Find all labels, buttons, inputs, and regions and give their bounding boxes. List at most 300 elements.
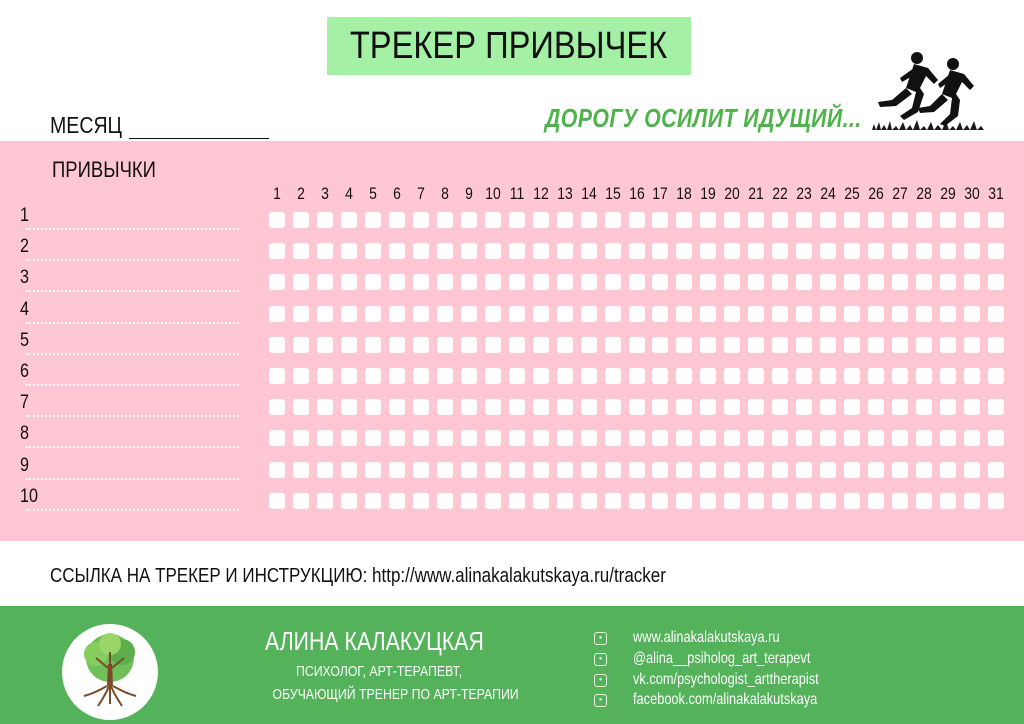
habit-checkbox[interactable] [509,306,525,322]
habit-checkbox[interactable] [676,243,692,259]
habit-checkbox[interactable] [461,462,477,478]
habit-checkbox[interactable] [269,243,285,259]
habit-checkbox[interactable] [581,399,597,415]
habit-checkbox[interactable] [365,337,381,353]
habit-checkbox[interactable] [772,368,788,384]
habit-checkbox[interactable] [892,243,908,259]
habit-checkbox[interactable] [269,306,285,322]
habit-checkbox[interactable] [581,243,597,259]
habit-checkbox[interactable] [557,399,573,415]
habit-checkbox[interactable] [892,462,908,478]
habit-checkbox[interactable] [557,462,573,478]
habit-checkbox[interactable] [892,212,908,228]
habit-checkbox[interactable] [629,306,645,322]
habit-checkbox[interactable] [485,212,501,228]
habit-checkbox[interactable] [317,462,333,478]
habit-checkbox[interactable] [892,430,908,446]
habit-checkbox[interactable] [461,306,477,322]
habit-checkbox[interactable] [652,493,668,509]
habit-checkbox[interactable] [605,337,621,353]
habit-checkbox[interactable] [605,462,621,478]
contact-item[interactable] [594,629,816,647]
habit-checkbox[interactable] [629,212,645,228]
habit-checkbox[interactable] [844,212,860,228]
habit-checkbox[interactable] [748,368,764,384]
habit-checkbox[interactable] [269,274,285,290]
habit-checkbox[interactable] [629,493,645,509]
habit-checkbox[interactable] [605,212,621,228]
habit-checkbox[interactable] [700,212,716,228]
habit-checkbox[interactable] [748,430,764,446]
habit-checkbox[interactable] [365,243,381,259]
habit-checkbox[interactable] [820,306,836,322]
habit-checkbox[interactable] [461,368,477,384]
habit-checkbox[interactable] [796,462,812,478]
habit-checkbox[interactable] [293,462,309,478]
habit-checkbox[interactable] [509,212,525,228]
habit-checkbox[interactable] [461,493,477,509]
habit-checkbox[interactable] [892,274,908,290]
habit-checkbox[interactable] [676,368,692,384]
habit-checkbox[interactable] [844,399,860,415]
habit-checkbox[interactable] [509,462,525,478]
habit-checkbox[interactable] [964,493,980,509]
habit-checkbox[interactable] [892,306,908,322]
habit-checkbox[interactable] [868,462,884,478]
habit-checkbox[interactable] [748,462,764,478]
habit-checkbox[interactable] [581,306,597,322]
habit-checkbox[interactable] [868,306,884,322]
habit-checkbox[interactable] [413,399,429,415]
habit-checkbox[interactable] [748,274,764,290]
habit-checkbox[interactable] [269,462,285,478]
habit-checkbox[interactable] [605,493,621,509]
habit-checkbox[interactable] [293,243,309,259]
habit-checkbox[interactable] [700,493,716,509]
habit-checkbox[interactable] [437,243,453,259]
habit-checkbox[interactable] [365,306,381,322]
habit-checkbox[interactable] [724,243,740,259]
habit-checkbox[interactable] [557,274,573,290]
habit-checkbox[interactable] [916,368,932,384]
habit-checkbox[interactable] [940,430,956,446]
habit-checkbox[interactable] [772,306,788,322]
contact-item[interactable] [594,691,863,709]
habit-checkbox[interactable] [820,243,836,259]
habit-checkbox[interactable] [844,430,860,446]
habit-checkbox[interactable] [964,274,980,290]
habit-checkbox[interactable] [485,243,501,259]
habit-checkbox[interactable] [317,306,333,322]
habit-checkbox[interactable] [365,399,381,415]
habit-checkbox[interactable] [892,337,908,353]
habit-checkbox[interactable] [341,399,357,415]
habit-checkbox[interactable] [772,399,788,415]
habit-checkbox[interactable] [629,462,645,478]
habit-checkbox[interactable] [988,337,1004,353]
habit-checkbox[interactable] [868,493,884,509]
habit-checkbox[interactable] [772,243,788,259]
month-input-line[interactable] [129,117,269,139]
habit-checkbox[interactable] [676,274,692,290]
habit-checkbox[interactable] [652,306,668,322]
habit-checkbox[interactable] [605,399,621,415]
habit-checkbox[interactable] [437,337,453,353]
habit-checkbox[interactable] [676,306,692,322]
habit-checkbox[interactable] [964,243,980,259]
habit-checkbox[interactable] [940,493,956,509]
habit-checkbox[interactable] [437,430,453,446]
habit-checkbox[interactable] [916,493,932,509]
habit-checkbox[interactable] [269,493,285,509]
habit-checkbox[interactable] [988,493,1004,509]
habit-checkbox[interactable] [796,243,812,259]
habit-checkbox[interactable] [844,243,860,259]
habit-checkbox[interactable] [581,493,597,509]
habit-checkbox[interactable] [461,430,477,446]
habit-checkbox[interactable] [389,462,405,478]
habit-checkbox[interactable] [605,243,621,259]
habit-checkbox[interactable] [676,493,692,509]
habit-checkbox[interactable] [293,337,309,353]
habit-checkbox[interactable] [485,399,501,415]
habit-name-line[interactable] [26,353,239,355]
habit-checkbox[interactable] [796,274,812,290]
habit-checkbox[interactable] [605,368,621,384]
habit-checkbox[interactable] [293,493,309,509]
habit-checkbox[interactable] [341,243,357,259]
habit-checkbox[interactable] [317,368,333,384]
habit-checkbox[interactable] [916,337,932,353]
habit-checkbox[interactable] [964,399,980,415]
habit-checkbox[interactable] [844,306,860,322]
habit-checkbox[interactable] [796,212,812,228]
habit-checkbox[interactable] [940,462,956,478]
habit-checkbox[interactable] [892,368,908,384]
habit-checkbox[interactable] [988,368,1004,384]
habit-checkbox[interactable] [365,493,381,509]
habit-name-line[interactable] [26,509,239,511]
habit-checkbox[interactable] [940,274,956,290]
habit-name-line[interactable] [26,415,239,417]
habit-name-line[interactable] [26,446,239,448]
habit-checkbox[interactable] [413,430,429,446]
habit-checkbox[interactable] [341,212,357,228]
habit-checkbox[interactable] [676,212,692,228]
habit-checkbox[interactable] [485,337,501,353]
habit-checkbox[interactable] [557,493,573,509]
habit-checkbox[interactable] [365,462,381,478]
habit-checkbox[interactable] [629,243,645,259]
habit-checkbox[interactable] [988,462,1004,478]
habit-checkbox[interactable] [413,274,429,290]
habit-checkbox[interactable] [317,337,333,353]
habit-checkbox[interactable] [868,337,884,353]
habit-checkbox[interactable] [365,368,381,384]
habit-checkbox[interactable] [317,430,333,446]
habit-checkbox[interactable] [629,274,645,290]
habit-checkbox[interactable] [293,430,309,446]
habit-checkbox[interactable] [629,399,645,415]
habit-checkbox[interactable] [485,462,501,478]
habit-checkbox[interactable] [916,212,932,228]
habit-checkbox[interactable] [485,274,501,290]
habit-checkbox[interactable] [964,337,980,353]
habit-checkbox[interactable] [533,337,549,353]
habit-checkbox[interactable] [365,212,381,228]
habit-checkbox[interactable] [509,243,525,259]
habit-checkbox[interactable] [820,430,836,446]
habit-checkbox[interactable] [820,368,836,384]
habit-checkbox[interactable] [820,493,836,509]
habit-checkbox[interactable] [916,243,932,259]
contact-item[interactable] [594,671,865,689]
habit-checkbox[interactable] [700,368,716,384]
habit-checkbox[interactable] [293,212,309,228]
habit-checkbox[interactable] [413,462,429,478]
habit-checkbox[interactable] [509,430,525,446]
habit-checkbox[interactable] [892,399,908,415]
habit-checkbox[interactable] [892,493,908,509]
habit-checkbox[interactable] [748,399,764,415]
habit-checkbox[interactable] [940,368,956,384]
habit-checkbox[interactable] [700,274,716,290]
habit-checkbox[interactable] [772,274,788,290]
habit-checkbox[interactable] [772,493,788,509]
habit-checkbox[interactable] [389,368,405,384]
habit-checkbox[interactable] [509,399,525,415]
habit-checkbox[interactable] [676,462,692,478]
habit-checkbox[interactable] [341,368,357,384]
habit-checkbox[interactable] [269,337,285,353]
habit-checkbox[interactable] [341,274,357,290]
habit-checkbox[interactable] [485,306,501,322]
habit-checkbox[interactable] [916,274,932,290]
habit-checkbox[interactable] [796,430,812,446]
habit-checkbox[interactable] [940,337,956,353]
habit-checkbox[interactable] [820,399,836,415]
habit-checkbox[interactable] [629,368,645,384]
habit-checkbox[interactable] [748,243,764,259]
habit-checkbox[interactable] [605,274,621,290]
habit-checkbox[interactable] [844,274,860,290]
habit-checkbox[interactable] [413,368,429,384]
habit-checkbox[interactable] [413,493,429,509]
habit-checkbox[interactable] [557,430,573,446]
habit-checkbox[interactable] [389,493,405,509]
habit-checkbox[interactable] [461,274,477,290]
habit-checkbox[interactable] [509,337,525,353]
habit-checkbox[interactable] [844,462,860,478]
habit-checkbox[interactable] [772,462,788,478]
habit-checkbox[interactable] [437,274,453,290]
habit-checkbox[interactable] [317,399,333,415]
habit-checkbox[interactable] [772,212,788,228]
habit-checkbox[interactable] [389,274,405,290]
habit-checkbox[interactable] [581,368,597,384]
habit-checkbox[interactable] [581,462,597,478]
habit-checkbox[interactable] [605,430,621,446]
habit-checkbox[interactable] [820,462,836,478]
habit-checkbox[interactable] [533,243,549,259]
habit-checkbox[interactable] [916,399,932,415]
habit-checkbox[interactable] [700,462,716,478]
habit-checkbox[interactable] [485,368,501,384]
habit-checkbox[interactable] [413,306,429,322]
habit-checkbox[interactable] [557,337,573,353]
habit-checkbox[interactable] [652,368,668,384]
habit-checkbox[interactable] [389,212,405,228]
habit-checkbox[interactable] [676,430,692,446]
habit-checkbox[interactable] [293,399,309,415]
habit-name-line[interactable] [26,384,239,386]
habit-checkbox[interactable] [700,306,716,322]
habit-checkbox[interactable] [557,368,573,384]
habit-checkbox[interactable] [389,399,405,415]
habit-checkbox[interactable] [724,462,740,478]
habit-checkbox[interactable] [461,212,477,228]
habit-checkbox[interactable] [581,430,597,446]
habit-checkbox[interactable] [293,274,309,290]
habit-checkbox[interactable] [557,306,573,322]
habit-checkbox[interactable] [293,368,309,384]
habit-checkbox[interactable] [365,274,381,290]
habit-checkbox[interactable] [533,306,549,322]
habit-checkbox[interactable] [916,306,932,322]
habit-checkbox[interactable] [940,243,956,259]
habit-checkbox[interactable] [269,212,285,228]
habit-checkbox[interactable] [988,274,1004,290]
habit-checkbox[interactable] [868,212,884,228]
habit-checkbox[interactable] [533,462,549,478]
habit-checkbox[interactable] [317,274,333,290]
habit-checkbox[interactable] [461,337,477,353]
habit-checkbox[interactable] [724,212,740,228]
habit-checkbox[interactable] [964,368,980,384]
habit-checkbox[interactable] [796,399,812,415]
habit-checkbox[interactable] [796,306,812,322]
habit-checkbox[interactable] [652,243,668,259]
habit-checkbox[interactable] [413,212,429,228]
habit-checkbox[interactable] [844,368,860,384]
habit-checkbox[interactable] [772,337,788,353]
habit-checkbox[interactable] [724,493,740,509]
habit-checkbox[interactable] [964,212,980,228]
habit-checkbox[interactable] [700,337,716,353]
habit-checkbox[interactable] [533,368,549,384]
habit-checkbox[interactable] [317,493,333,509]
habit-checkbox[interactable] [533,399,549,415]
habit-checkbox[interactable] [796,368,812,384]
habit-checkbox[interactable] [964,462,980,478]
habit-checkbox[interactable] [341,306,357,322]
habit-checkbox[interactable] [820,337,836,353]
habit-checkbox[interactable] [652,212,668,228]
habit-checkbox[interactable] [868,243,884,259]
habit-checkbox[interactable] [341,462,357,478]
habit-checkbox[interactable] [437,212,453,228]
habit-checkbox[interactable] [389,337,405,353]
habit-checkbox[interactable] [724,399,740,415]
habit-checkbox[interactable] [916,430,932,446]
habit-checkbox[interactable] [748,306,764,322]
habit-checkbox[interactable] [988,212,1004,228]
habit-checkbox[interactable] [389,430,405,446]
habit-checkbox[interactable] [485,493,501,509]
habit-checkbox[interactable] [796,493,812,509]
habit-checkbox[interactable] [437,306,453,322]
habit-checkbox[interactable] [581,337,597,353]
habit-checkbox[interactable] [437,462,453,478]
contact-item[interactable] [594,650,855,668]
habit-checkbox[interactable] [413,337,429,353]
habit-checkbox[interactable] [413,243,429,259]
habit-checkbox[interactable] [533,212,549,228]
habit-checkbox[interactable] [724,274,740,290]
habit-name-line[interactable] [26,259,239,261]
habit-checkbox[interactable] [629,430,645,446]
habit-checkbox[interactable] [317,212,333,228]
habit-name-line[interactable] [26,322,239,324]
habit-checkbox[interactable] [437,368,453,384]
habit-checkbox[interactable] [652,337,668,353]
habit-checkbox[interactable] [748,337,764,353]
habit-checkbox[interactable] [389,243,405,259]
habit-checkbox[interactable] [916,462,932,478]
habit-checkbox[interactable] [988,306,1004,322]
habit-checkbox[interactable] [820,212,836,228]
habit-checkbox[interactable] [676,337,692,353]
habit-checkbox[interactable] [724,337,740,353]
habit-checkbox[interactable] [748,493,764,509]
habit-checkbox[interactable] [509,493,525,509]
habit-checkbox[interactable] [724,368,740,384]
habit-checkbox[interactable] [844,337,860,353]
habit-checkbox[interactable] [652,462,668,478]
habit-checkbox[interactable] [605,306,621,322]
habit-checkbox[interactable] [964,430,980,446]
habit-checkbox[interactable] [940,212,956,228]
habit-checkbox[interactable] [557,243,573,259]
habit-checkbox[interactable] [868,368,884,384]
habit-checkbox[interactable] [365,430,381,446]
habit-checkbox[interactable] [796,337,812,353]
tracker-link[interactable]: ССЫЛКА НА ТРЕКЕР И ИНСТРУКЦИЮ: http://www.alinakalakutskaya.ru/tracker [50,565,666,587]
habit-name-line[interactable] [26,478,239,480]
habit-checkbox[interactable] [629,337,645,353]
habit-checkbox[interactable] [868,274,884,290]
habit-checkbox[interactable] [581,212,597,228]
habit-checkbox[interactable] [341,493,357,509]
habit-checkbox[interactable] [652,399,668,415]
habit-checkbox[interactable] [676,399,692,415]
habit-checkbox[interactable] [341,337,357,353]
habit-checkbox[interactable] [652,430,668,446]
habit-checkbox[interactable] [820,274,836,290]
habit-checkbox[interactable] [988,430,1004,446]
habit-checkbox[interactable] [533,493,549,509]
habit-checkbox[interactable] [700,243,716,259]
habit-checkbox[interactable] [485,430,501,446]
habit-checkbox[interactable] [581,274,597,290]
habit-checkbox[interactable] [437,399,453,415]
habit-checkbox[interactable] [988,399,1004,415]
habit-checkbox[interactable] [509,274,525,290]
habit-checkbox[interactable] [461,399,477,415]
habit-checkbox[interactable] [700,399,716,415]
habit-checkbox[interactable] [772,430,788,446]
habit-checkbox[interactable] [868,430,884,446]
